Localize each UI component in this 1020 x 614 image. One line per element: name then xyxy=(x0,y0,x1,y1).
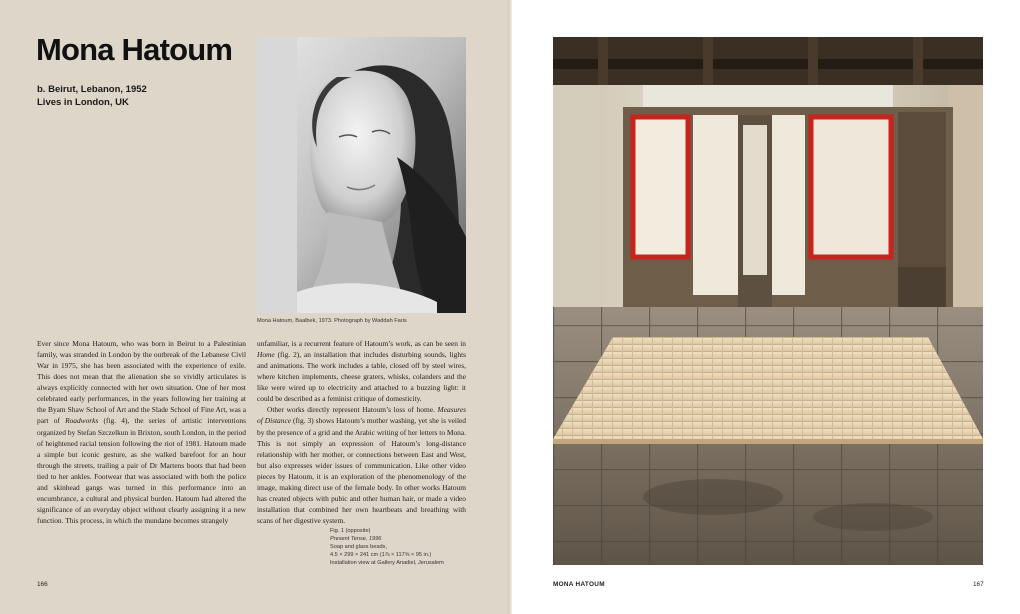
body-paragraph: Ever since Mona Hatoum, who was born in Beirut to a Palestinian family, was stranded in London by the outbreak of the Lebanese Civil War in 1975, she has been associated with the experience of exile. This does not mean that the alienation she so vividly articulates is always explicitly connected with her own situation. One of her most celebrated early performances, in the years following her training at the Byam Shaw School of Art and the Slade School of Fine Art, was a part of Roadworks (fig. 4), the series of artistic interventions organized by Stefan Szczelkun in Brixton, south London, in the period of heightened racial tension following the riot of 1981. Hatoum made a simple but iconic gesture, as she walked barefoot for an hour through the streets, trailing a pair of Dr Martens boots that had been tied to her ankles. Footwear that was associated with both the police and skinhead gangs was turned in this performance into an encumbrance, a cultural and physical burden. Hatoum had altered the significance of an everyday object without clearly assigning it a new function. This process, in which the mundane becomes strangely xyxy=(37,339,247,525)
body-paragraph: Other works directly represent Hatoum’s loss of home. Measures of Distance (fig. 3) shows Hatoum’s mother washing, yet she is veiled by the presence of a grid and the Arabic writing of her letters to Mona. This is not simply an expression of Hatoum’s long-distance relationship with her mother, or connections between East and West, but also expresses wider issues of communication. Like other video pieces by Hatoum, it is an exploration of the phenomenology of the image, making direct use of the female body. In other works Hatoum has created objects with pubic and other human hair, or made a video installation that combined her own heartbeats and breathing with scans of her digestive system. xyxy=(257,405,467,525)
page-number-left: 166 xyxy=(37,581,48,588)
body-column-1 xyxy=(37,338,246,526)
page-title: Mona Hatoum xyxy=(36,32,233,67)
page-number-right: 167 xyxy=(973,581,984,588)
portrait-caption: Mona Hatoum, Baalbek, 1973. Photograph by Waddah Faris xyxy=(257,318,407,324)
bio-residence: Lives in London, UK xyxy=(37,97,129,108)
body-column-2 xyxy=(257,338,466,526)
running-head: MONA HATOUM xyxy=(553,581,605,588)
bio-birth: b. Beirut, Lebanon, 1952 xyxy=(37,84,147,95)
portrait-photo xyxy=(257,37,466,313)
figure-caption: Fig. 1 (opposite) Present Tense, 1996 Soap and glass beads, 4.5 × 299 × 241 cm (1⅞ × 117⅝ × 95 in.) Installation view at Gallery Anadiel, Jerusalem xyxy=(330,528,444,567)
body-paragraph: unfamiliar, is a recurrent feature of Hatoum’s work, as can be seen in Home (fig. 2), an installation that includes disturbing sounds, lights and animations. The work includes a table, closed off by steel wires, where kitchen implements, cheese graters, whisks, colanders and the like were wired up to electricity and attached to a buzzing light: it could be described as a feminist critique of domesticity. xyxy=(257,339,466,404)
installation-photo xyxy=(553,37,983,565)
